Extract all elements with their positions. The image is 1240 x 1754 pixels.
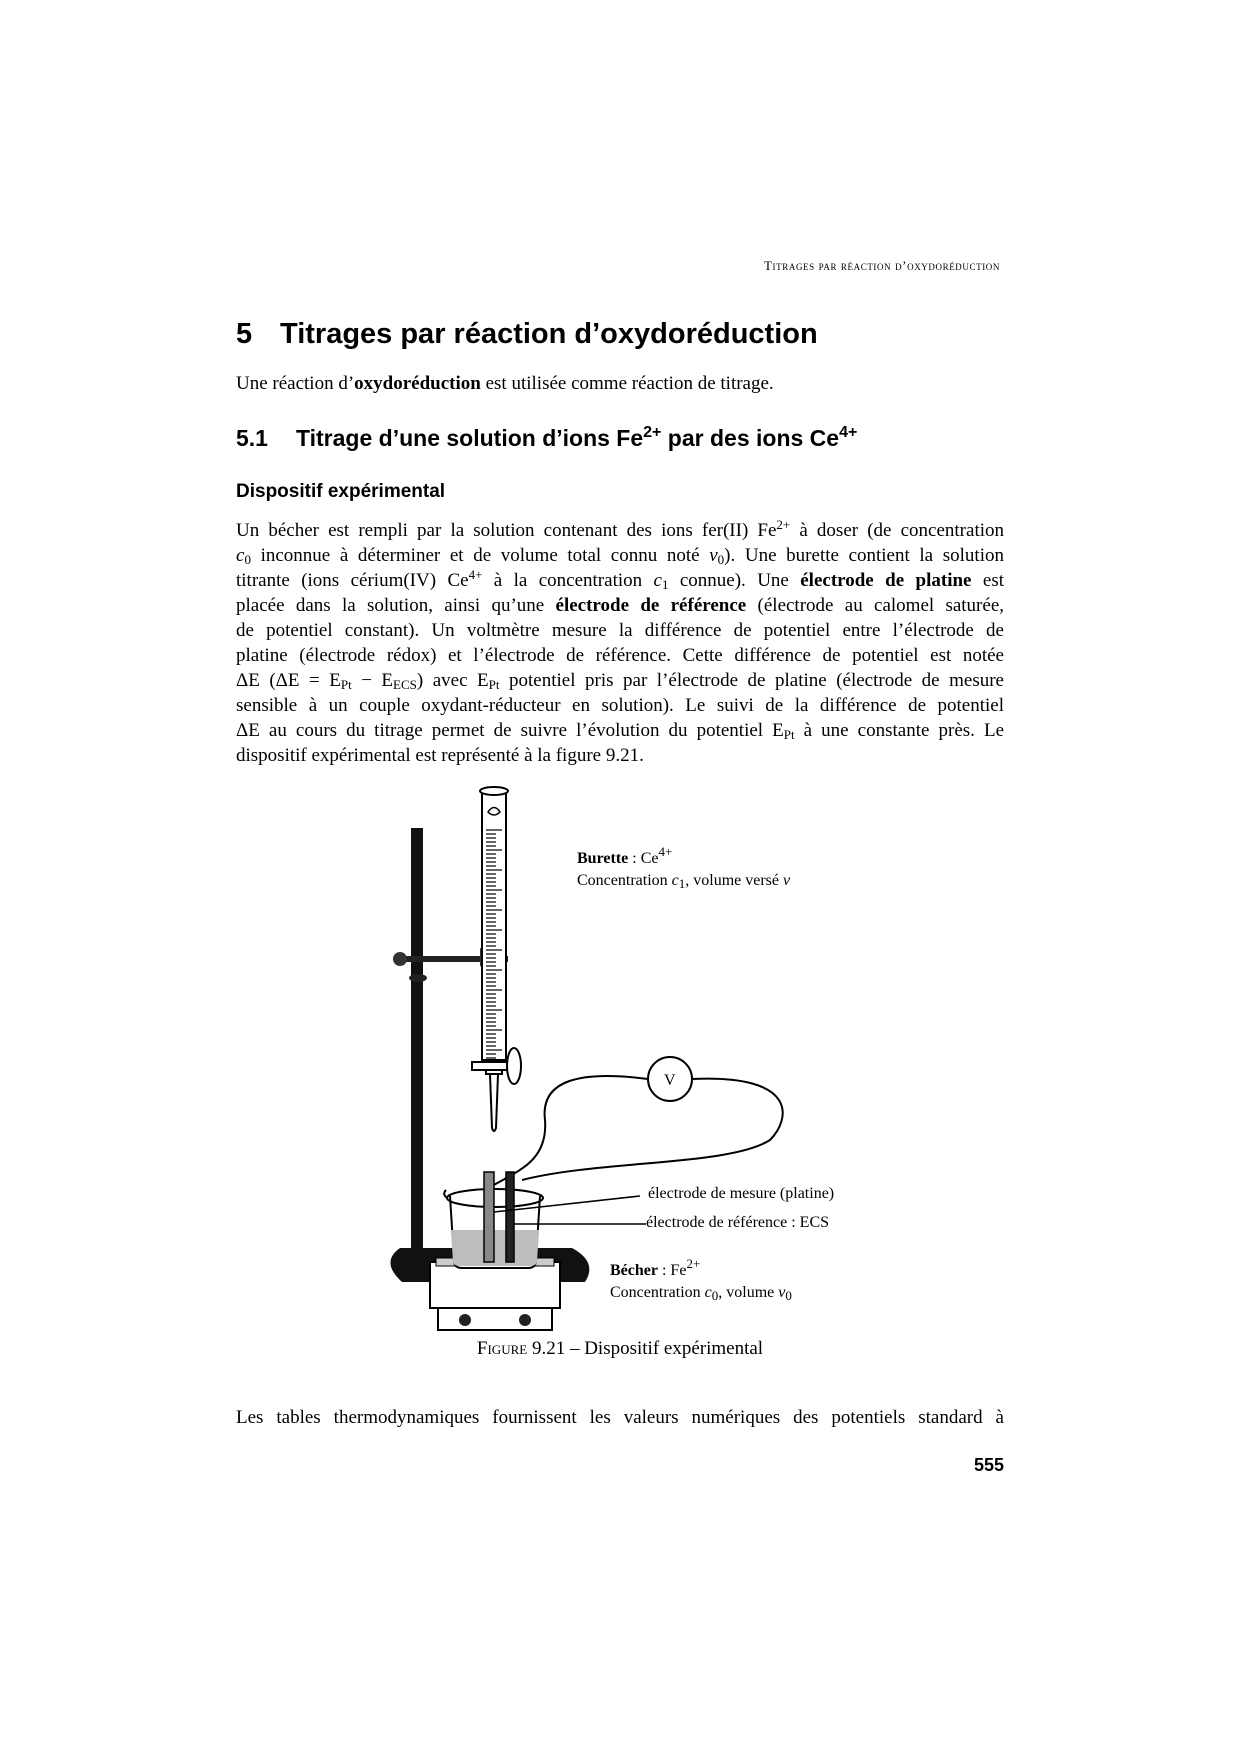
subsubsection-heading: Dispositif expérimental xyxy=(236,481,446,502)
beaker-solution xyxy=(451,1230,539,1266)
electrode-reference-label: électrode de référence : ECS xyxy=(646,1214,830,1231)
figure-caption: Figure 9.21 – Dispositif expérimental xyxy=(476,1338,764,1359)
subsection-number: 5.1 xyxy=(236,425,268,451)
intro-text: Une réaction d’ xyxy=(236,373,355,394)
stopcock-key xyxy=(507,1048,521,1084)
paragraph-line: ΔE au cours du titrage permet de suivre l’évolution du potentiel $E_{Pt}$ à une constante près. Le xyxy=(236,720,1005,742)
paragraph-line: ΔE $(\Delta E = E_{Pt} - E_{ECS})$ avec $E_{Pt}$ potentiel pris par l’électrode de platine (électrode de mesure xyxy=(236,670,1004,692)
paragraph-line: Les tables thermodynamiques fournissent les valeurs numériques des potentiels standard à xyxy=(236,1407,1004,1428)
section-number: 5 xyxy=(236,318,253,350)
beaker-spout xyxy=(444,1190,447,1198)
clamp-ring xyxy=(409,974,427,982)
trailing-paragraph xyxy=(236,1405,1004,1430)
stirrer-base xyxy=(438,1308,552,1330)
fe-charge: 2+ xyxy=(643,424,662,441)
voltmeter-label: V xyxy=(664,1072,676,1089)
electrode-measure-label: électrode de mesure (platine) xyxy=(648,1185,835,1202)
paragraph-line: platine (électrode rédox) et l’électrode de référence. Cette différence de potentiel est notée xyxy=(236,645,1004,666)
burette-tip xyxy=(490,1074,498,1131)
stirrer-knob-left xyxy=(459,1314,471,1326)
paragraph-line: de potentiel constant). Un voltmètre mesure la différence de potentiel entre l’électrode de xyxy=(236,620,1004,641)
stand-rod xyxy=(411,828,423,1250)
measuring-electrode xyxy=(484,1172,494,1262)
paragraph-line: titrante (ions cérium(IV) $Ce^{4+}$ à la concentration $c_1$ connue). Une électrode de platine est xyxy=(236,567,1005,592)
paragraph-line: sensible à un couple oxydant-réducteur en solution). Le suivi de la différence de potentiel xyxy=(236,695,1004,716)
intro-text-end: est utilisée comme réaction de titrage. xyxy=(480,373,774,394)
burette-label: Burette : $Ce^{4+}$ Concentration $c_1$, volume versé v xyxy=(577,844,791,891)
clamp-knob xyxy=(393,952,407,966)
reference-electrode xyxy=(506,1172,514,1262)
wire-measure xyxy=(492,1076,648,1186)
running-head: Titrages par réaction d’oxydoréduction xyxy=(764,258,1000,273)
becher-label: Bécher : $Fe^{2+}$ Concentration $c_0$, volume $v_0$ xyxy=(610,1256,792,1303)
paragraph-line: dispositif expérimental est représenté à la figure 9.21. xyxy=(236,745,644,766)
burette-top xyxy=(480,787,508,795)
intro-bold: oxydoréduction xyxy=(354,373,481,394)
paragraph-line: Un bécher est rempli par la solution contenant des ions fer(II) $Fe^{2+}$ à doser (de concentration xyxy=(236,517,1004,541)
subsection-title-b: par des ions Ce xyxy=(661,425,840,451)
paragraph-line: placée dans la solution, ainsi qu’une électrode de référence (électrode au calomel saturée, xyxy=(236,595,1005,616)
subsection-title-a: Titrage d’une solution d’ions Fe xyxy=(296,425,644,451)
wire-reference xyxy=(522,1079,783,1180)
page-number: 555 xyxy=(973,1455,1004,1475)
paragraph-line: $c_0$ inconnue à déterminer et de volume total connu noté $v_0$). Une burette contient la solution xyxy=(236,545,1004,567)
ce-charge: 4+ xyxy=(839,424,858,441)
stirrer-knob-right xyxy=(519,1314,531,1326)
section-title: Titrages par réaction d’oxydoréduction xyxy=(280,318,818,350)
